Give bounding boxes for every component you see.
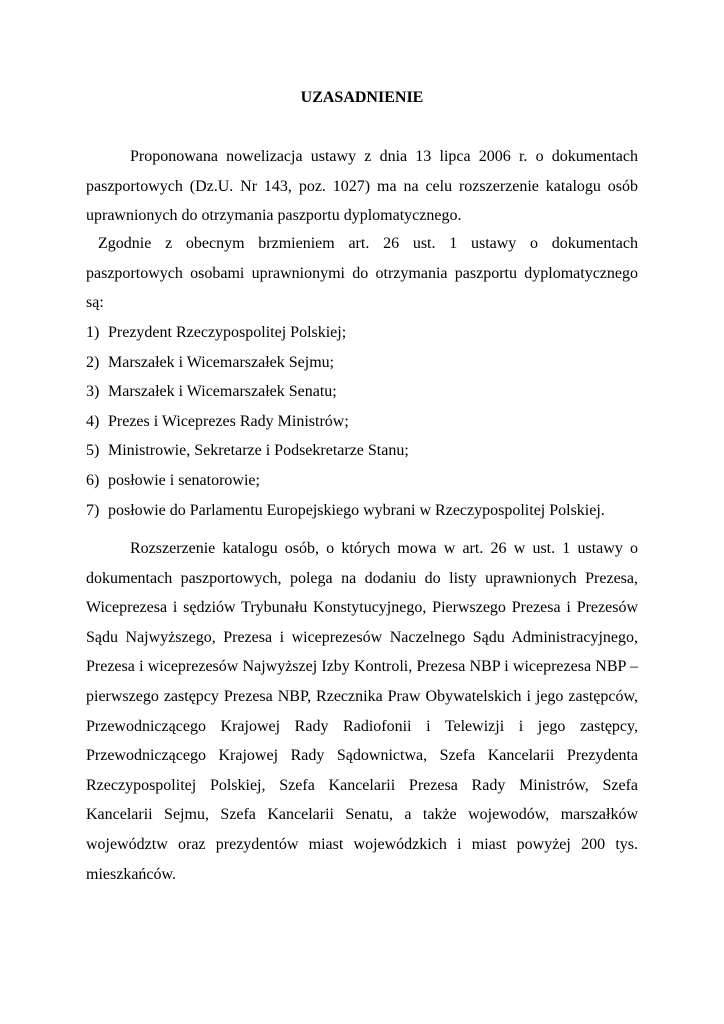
list-item-text: Prezydent Rzeczypospolitej Polskiej; bbox=[108, 324, 347, 341]
list-item-text: Prezes i Wiceprezes Rady Ministrów; bbox=[108, 412, 349, 430]
list-item-number: 7) bbox=[86, 501, 100, 519]
paragraph-extension: Rozszerzenie katalogu osób, o których mowa w art. 26 w ust. 1 ustawy o dokumentach paszportowych, polega na dodaniu do listy uprawnionych Prezesa, Wiceprezesa i sędziów Trybunału Konstytucyjnego, Pierwszego Prezesa i Prezesów Sądu Najwyższego, Prezesa i wiceprezesów Naczelnego Sądu Administracyjnego, Prezesa i wiceprezesów Najwyższej Izby Kontroli, Prezesa NBP i wiceprezesa NBP – pierwszego zastępcy Prezesa NBP, Rzecznika Praw Obywatelskich i jego zastępców, Przewodniczącego Krajowej Rady Radiofonii i Telewizji i jego zastępcy, Przewodniczącego Krajowej Rady Sądownictwa, Szefa Kancelarii Prezydenta Rzeczypospolitej Polskiej, Szefa Kancelarii Prezesa Rady Ministrów, Szefa Kancelarii Sejmu, Szefa Kancelarii Senatu, a także wojewodów, marszałków województw oraz prezydentów miast wojewódzkich i miast powyżej 200 tys. mieszkańców. bbox=[86, 540, 638, 883]
list-item-number: 6) bbox=[86, 471, 100, 489]
list-item-text: Marszałek i Wicemarszałek Sejmu; bbox=[108, 353, 335, 371]
entitled-persons-list bbox=[86, 318, 646, 525]
list-item-number: 4) bbox=[86, 412, 100, 430]
list-item-number: 5) bbox=[86, 442, 100, 460]
paragraph-current-law: Zgodnie z obecnym brzmieniem art. 26 ust. 1 ustawy o dokumentach paszportowych osobami uprawnionymi do otrzymania paszportu dyplomatycznego są: bbox=[86, 235, 638, 312]
list-item bbox=[86, 348, 646, 378]
list-item-text: Ministrowie, Sekretarze i Podsekretarze Stanu; bbox=[108, 442, 409, 460]
list-item bbox=[86, 496, 646, 526]
list-item-number: 3) bbox=[86, 383, 100, 401]
list-item-number: 1) bbox=[86, 324, 100, 341]
list-item bbox=[86, 318, 646, 348]
list-item-text: posłowie do Parlamentu Europejskiego wybrani w Rzeczypospolitej Polskiej. bbox=[108, 501, 605, 519]
list-item-text: posłowie i senatorowie; bbox=[108, 471, 260, 489]
list-item bbox=[86, 436, 646, 466]
list-item-number: 2) bbox=[86, 353, 100, 371]
document-title: UZASADNIENIE bbox=[300, 89, 424, 106]
list-item bbox=[86, 466, 646, 496]
list-item bbox=[86, 407, 646, 437]
paragraph-intro: Proponowana nowelizacja ustawy z dnia 13 lipca 2006 r. o dokumentach paszportowych (Dz.U. Nr 143, poz. 1027) ma na celu rozszerzenie katalogu osób uprawnionych do otrzymania paszportu dyplomatycznego. bbox=[86, 148, 638, 225]
list-item-text: Marszałek i Wicemarszałek Senatu; bbox=[108, 383, 337, 401]
list-item bbox=[86, 377, 646, 407]
